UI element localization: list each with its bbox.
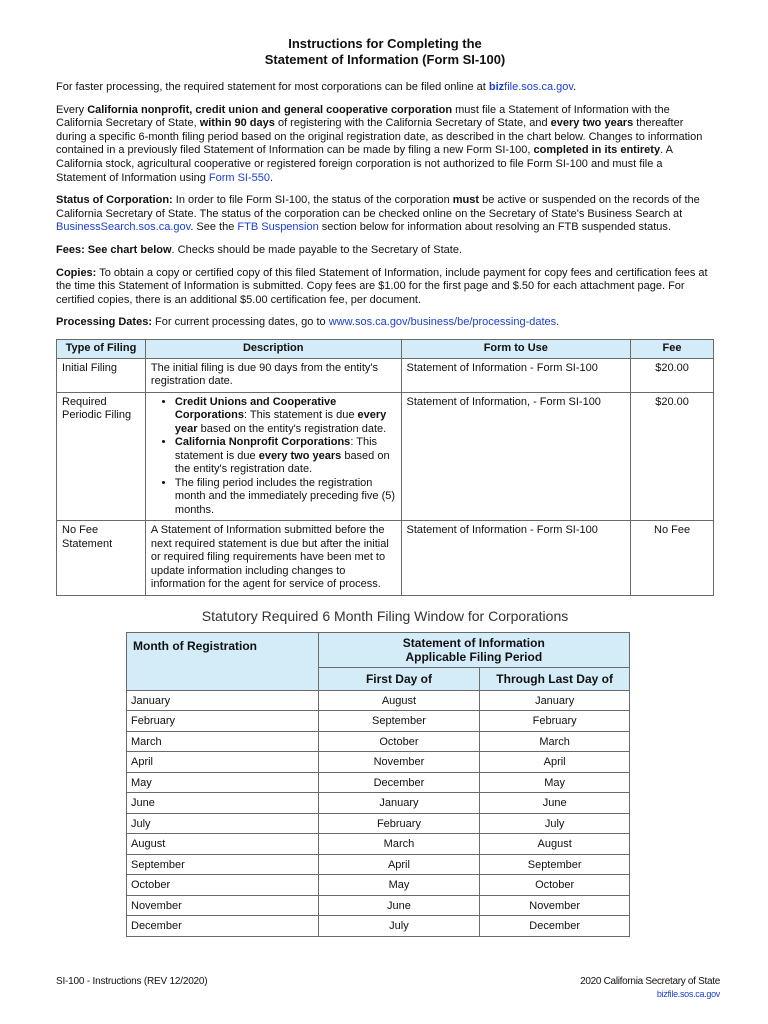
header-first-day: First Day of [318, 667, 480, 690]
cell-fee: $20.00 [631, 392, 714, 521]
table-row [57, 358, 714, 392]
fees-label: Fees: See chart below [56, 243, 172, 256]
cell-first-day: December [318, 772, 480, 793]
cell-form: Statement of Information - Form SI-100 [401, 521, 631, 596]
cell-description: The initial filing is due 90 days from the entity's registration date. [145, 358, 401, 392]
cell-month: February [127, 711, 319, 732]
description-bullets [151, 396, 396, 518]
filing-types-table [56, 339, 714, 596]
copies-paragraph: Copies: To obtain a copy or certified copy of this filed Statement of Information, include payment for copy fees and certification fees at the time this Statement of Information is submitted. Copy fees are $1.00 for the first page and $.50 for each attachment page. For certified copies, there is an additional $5.00 certification fee, per document. [56, 266, 708, 306]
table-row [127, 875, 630, 896]
status-label: Status of Corporation: [56, 194, 173, 207]
cell-first-day: June [318, 895, 480, 916]
cell-first-day: November [318, 752, 480, 773]
cell-month: August [127, 834, 319, 855]
cell-last-day: June [480, 793, 630, 814]
every-corporation-paragraph: Every California nonprofit, credit union and general cooperative corporation must file a Statement of Information with the California Secretary of State, within 90 days of registering with the California Secretary of State, and every two years thereafter during a specific 6-month filing period based on the original registration date, as described in the chart below. Changes to information contained in a previously filed Statement of Information can be made by filing a new Form SI-100, completed in its entirety. A California stock, agricultural cooperative or registered foreign corporation is not authorized to file Form SI-100 and must file a Statement of Information using Form SI-550. [56, 103, 703, 184]
filing-window-title: Statutory Required 6 Month Filing Window for Corporations [201, 607, 569, 624]
cell-first-day: May [318, 875, 480, 896]
footer-right [580, 976, 720, 1001]
cell-type: No Fee Statement [57, 521, 146, 596]
processing-paragraph: Processing Dates: For current processing dates, go to www.sos.ca.gov/business/be/processing-dates. [56, 316, 560, 329]
cell-month: May [127, 772, 319, 793]
cell-month: June [127, 793, 319, 814]
cell-last-day: March [480, 731, 630, 752]
cell-month: November [127, 895, 319, 916]
footer-form-revision: SI-100 - Instructions (REV 12/2020) [56, 976, 208, 987]
cell-month: December [127, 916, 319, 937]
intro-paragraph: For faster processing, the required statement for most corporations can be filed online at bizfile.sos.ca.gov. [56, 81, 577, 93]
title-line-1: Instructions for Completing the [288, 36, 482, 51]
cell-form: Statement of Information - Form SI-100 [401, 358, 631, 392]
cell-first-day: March [318, 834, 480, 855]
fees-paragraph: Fees: See chart below. Checks should be made payable to the Secretary of State. [56, 243, 462, 256]
table-row [127, 711, 630, 732]
business-search-link[interactable]: BusinessSearch.sos.ca.gov [56, 221, 191, 234]
cell-first-day: July [318, 916, 480, 937]
cell-month: July [127, 813, 319, 834]
cell-month: March [127, 731, 319, 752]
cell-form: Statement of Information, - Form SI-100 [401, 392, 631, 521]
table-row [127, 916, 630, 937]
table-row [127, 731, 630, 752]
cell-first-day: January [318, 793, 480, 814]
processing-label: Processing Dates: [56, 316, 152, 329]
table-row [127, 690, 630, 711]
table-row [127, 793, 630, 814]
header-month: Month of Registration [127, 632, 319, 690]
footer-copyright: 2020 California Secretary of State [580, 976, 720, 987]
table-row [127, 752, 630, 773]
cell-last-day: February [480, 711, 630, 732]
bizfile-link[interactable]: bizfile.sos.ca.gov [488, 81, 574, 93]
table-row [57, 521, 714, 596]
list-item: • California Nonprofit Corporations: This statement is due every two years based on the entity's registration date. [175, 436, 396, 477]
cell-description: A Statement of Information submitted before the next required statement is due but after the initial or required filing requirements have been met to update information including changes to information for the agent for service of process. [145, 521, 401, 596]
cell-month: January [127, 690, 319, 711]
header-last-day: Through Last Day of [480, 667, 630, 690]
table-row [127, 895, 630, 916]
header-type: Type of Filing [57, 339, 146, 358]
table-header-row [127, 632, 630, 667]
cell-description [145, 392, 401, 521]
cell-month: September [127, 854, 319, 875]
cell-first-day: August [318, 690, 480, 711]
cell-last-day: January [480, 690, 630, 711]
table-row [127, 813, 630, 834]
status-paragraph: Status of Corporation: In order to file Form SI-100, the status of the corporation must be active or suspended on the records of the California Secretary of State. The status of the corporation can be checked online on the Secretary of State's Business Search at BusinessSearch.sos.ca.gov. See the FTB Suspension section below for information about resolving an FTB suspended status. [56, 194, 700, 234]
header-form: Form to Use [401, 339, 631, 358]
page-title [56, 36, 714, 68]
cell-last-day: August [480, 834, 630, 855]
cell-first-day: April [318, 854, 480, 875]
table-row [57, 392, 714, 521]
cell-last-day: April [480, 752, 630, 773]
header-description: Description [145, 339, 401, 358]
cell-fee: $20.00 [631, 358, 714, 392]
header-fee: Fee [631, 339, 714, 358]
cell-fee: No Fee [631, 521, 714, 596]
form-si-550-link[interactable]: Form SI-550 [208, 171, 271, 184]
list-item: • The filing period includes the registration month and the immediately preceding five (5) months. [175, 477, 396, 518]
copies-label: Copies: [56, 266, 97, 279]
cell-month: April [127, 752, 319, 773]
document-page [56, 36, 714, 937]
cell-first-day: February [318, 813, 480, 834]
table-header-row [57, 339, 714, 358]
table-row [127, 854, 630, 875]
cell-type: Initial Filing [57, 358, 146, 392]
list-item: • Credit Unions and Cooperative Corporations: This statement is due every year based on the entity's registration date. [175, 396, 396, 437]
cell-month: October [127, 875, 319, 896]
table-row [127, 834, 630, 855]
window-rows [127, 690, 630, 936]
cell-type: Required Periodic Filing [57, 392, 146, 521]
cell-last-day: May [480, 772, 630, 793]
processing-dates-link[interactable]: www.sos.ca.gov/business/be/processing-dates [328, 316, 557, 329]
cell-first-day: September [318, 711, 480, 732]
table-row [127, 772, 630, 793]
header-filing-period: Statement of Information Applicable Filing Period [318, 632, 629, 667]
cell-last-day: July [480, 813, 630, 834]
cell-last-day: November [480, 895, 630, 916]
cell-last-day: December [480, 916, 630, 937]
cell-last-day: October [480, 875, 630, 896]
filing-window-table [126, 632, 630, 937]
cell-first-day: October [318, 731, 480, 752]
cell-last-day: September [480, 854, 630, 875]
footer-bizfile-link[interactable]: bizfile.sos.ca.gov [656, 989, 720, 999]
ftb-suspension-link[interactable]: FTB Suspension [237, 221, 319, 234]
title-line-2: Statement of Information (Form SI-100) [264, 52, 506, 67]
